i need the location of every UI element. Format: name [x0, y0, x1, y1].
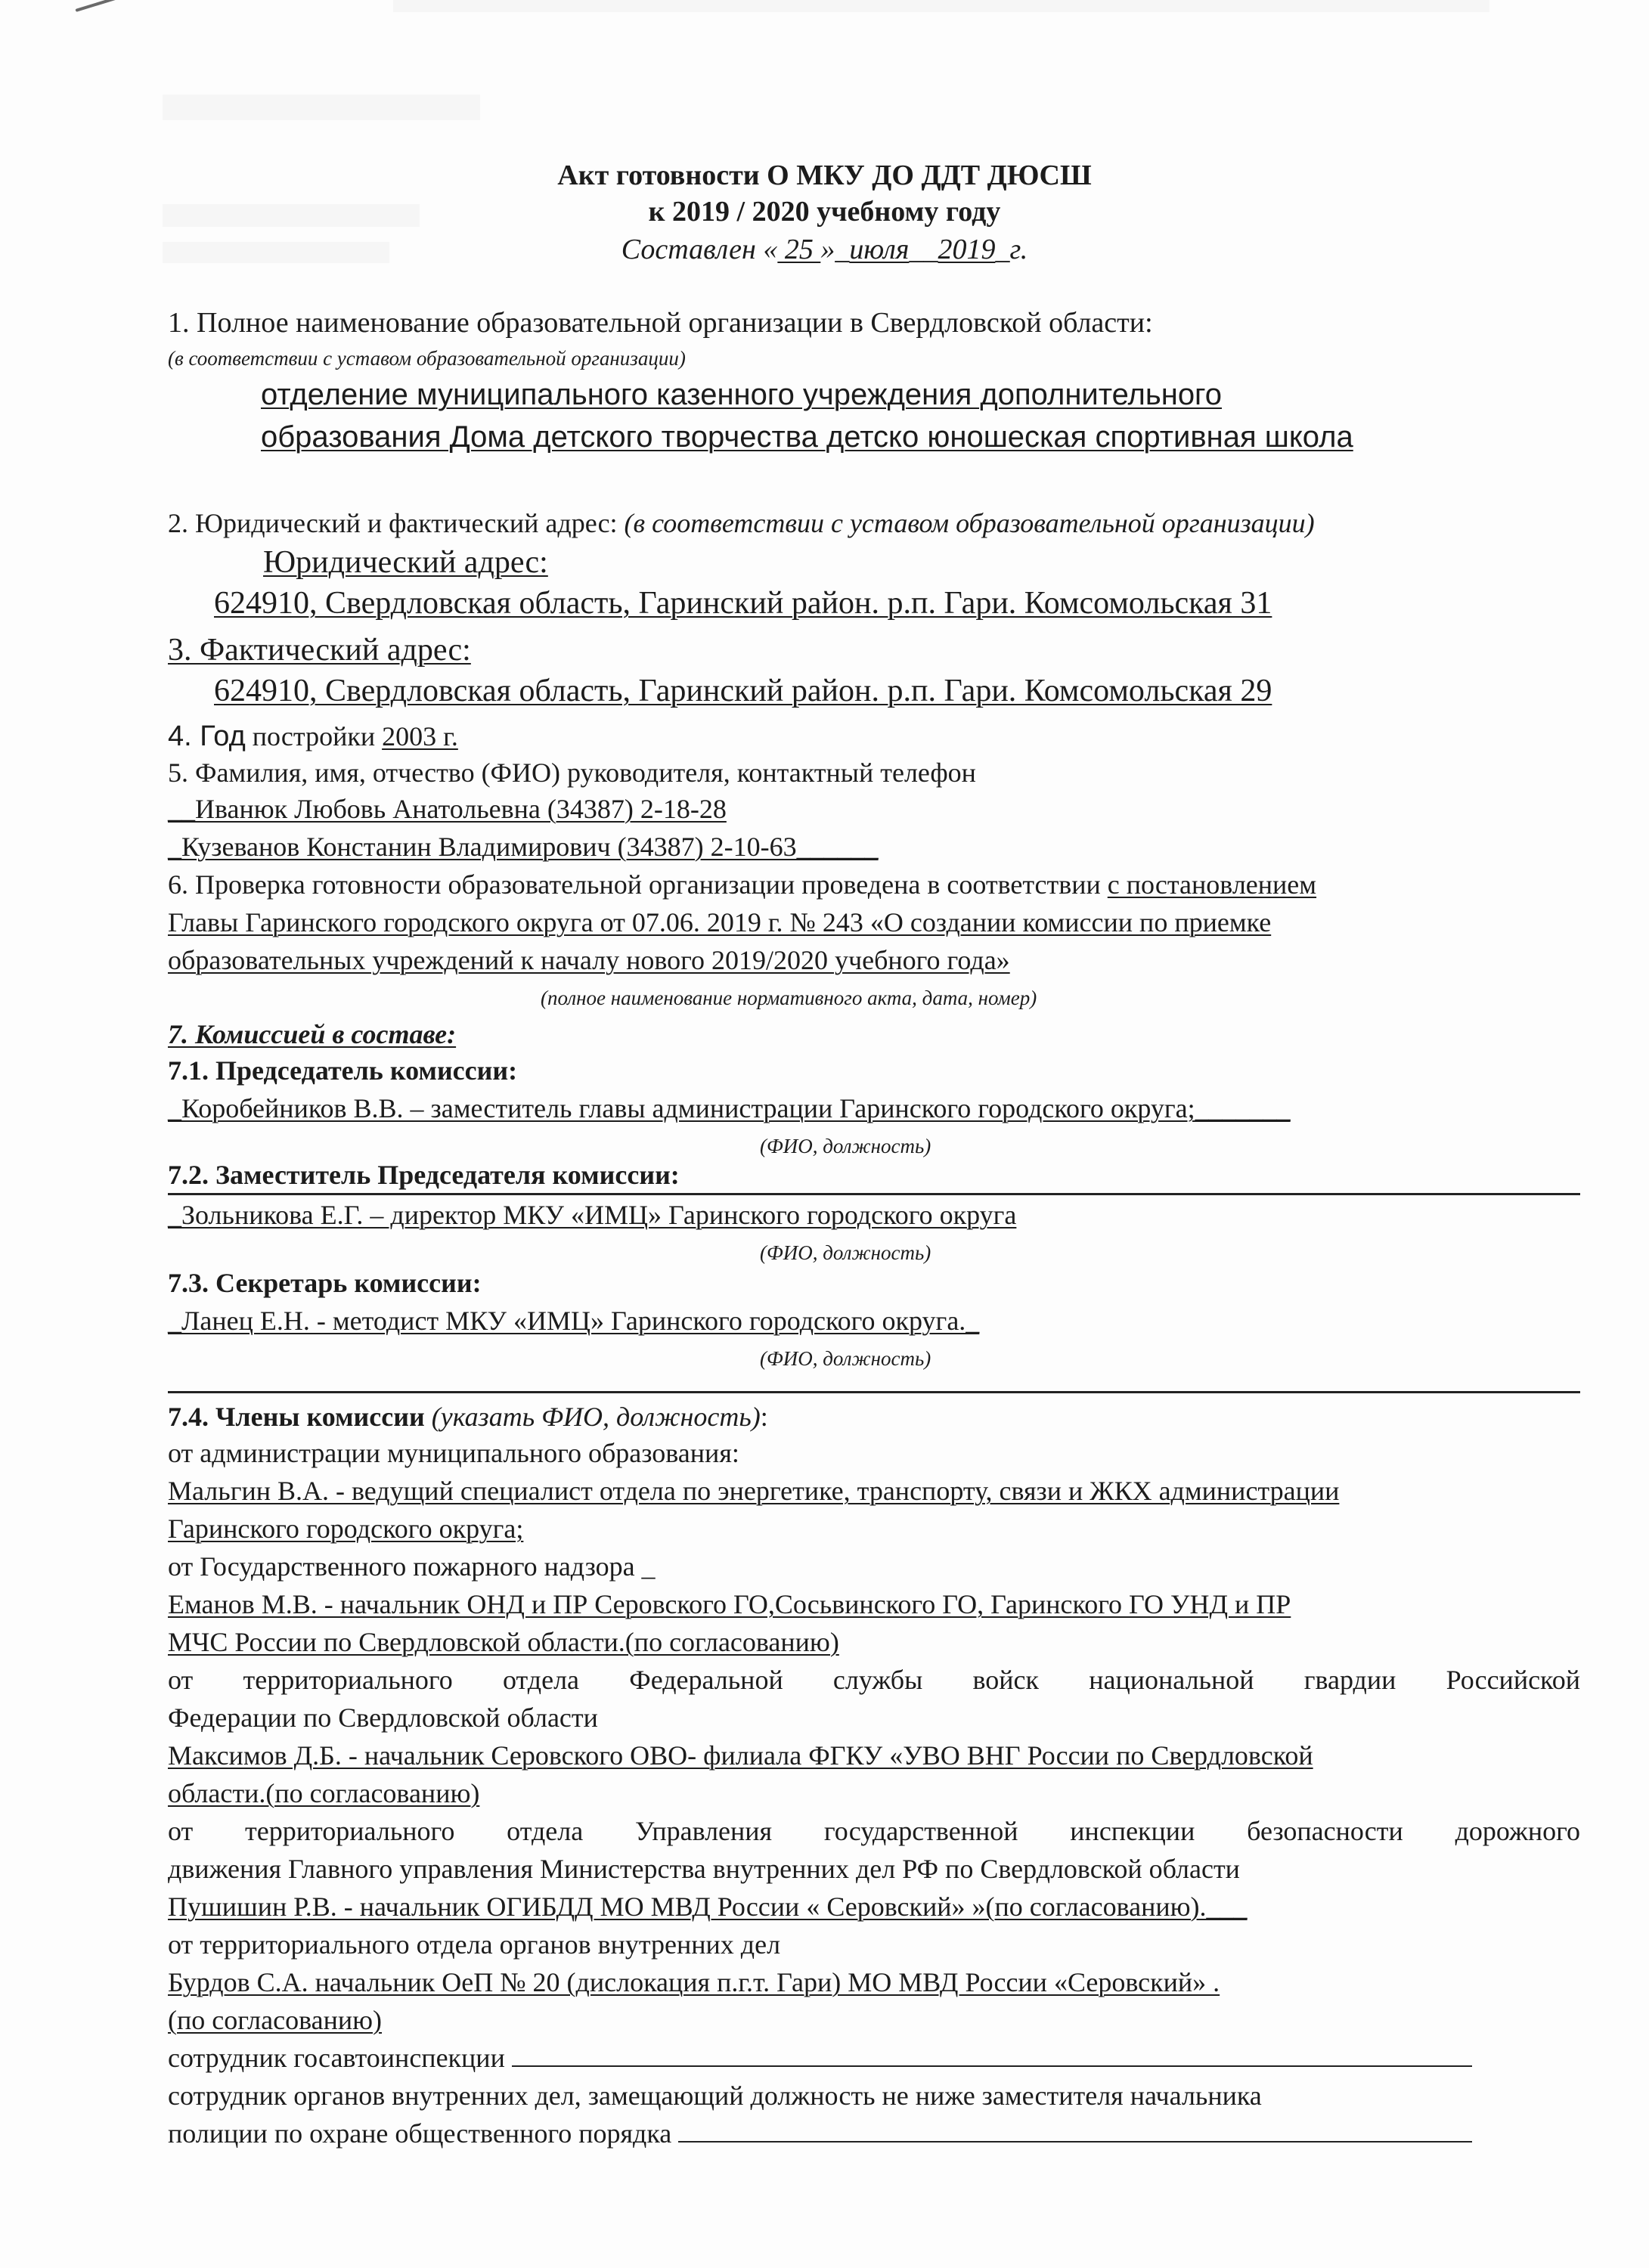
order-label-line1: сотрудник органов внутренних дел, замещающий должность не ниже заместителя начальника — [168, 2081, 1262, 2111]
s2-label-text: 2. Юридический и фактический адрес: — [168, 508, 625, 538]
chair-fio-note: (ФИО, должность) — [760, 1135, 931, 1157]
legal-address-label: Юридический адрес: — [263, 545, 548, 580]
guard-label-line2: Федерации по Свердловской области — [168, 1703, 598, 1733]
compiled-suffix: _г. — [995, 234, 1028, 265]
secretary-label: 7.3. Секретарь комиссии: — [168, 1268, 482, 1298]
document-subtitle: к 2019 / 2020 учебному году — [648, 196, 1001, 228]
members-label-text: 7.4. Члены комиссии — [168, 1402, 432, 1432]
document-title: Акт готовности О МКУ ДО ДДТ ДЮСШ — [557, 160, 1092, 191]
members-rule — [168, 1391, 1580, 1393]
gai-blank — [512, 2043, 1472, 2067]
gai-label: сотрудник госавтоинспекции — [168, 2043, 512, 2073]
members-colon: : — [760, 1402, 768, 1432]
deputy-label: 7.2. Заместитель Председателя комиссии: — [168, 1160, 680, 1190]
chair-value: _Коробейников В.В. – заместитель главы администрации Гаринского городского округа;_______ — [168, 1093, 1291, 1123]
fire-label: от Государственного пожарного надзора _ — [168, 1551, 656, 1582]
s4-label-rest: постройки — [245, 721, 383, 751]
s1-label: 1. Полное наименование образовательной организации в Свердловской области: — [168, 307, 1153, 339]
guard-member-line1: Максимов Д.Б. - начальник Серовского ОВО- филиала ФГКУ «УВО ВНГ России по Свердловской — [168, 1740, 1313, 1771]
s4-label-big: 4. Год — [168, 720, 246, 752]
members-note: (указать ФИО, должность) — [431, 1402, 761, 1432]
s6-line1 — [168, 868, 1316, 901]
admin-label: от администрации муниципального образования: — [168, 1438, 739, 1468]
org-name-line2: образования Дома детского творчества детско юношеская спортивная школа — [261, 420, 1353, 454]
compiled-sep: »_ — [820, 234, 850, 265]
compiled-date — [0, 233, 1649, 266]
compiled-gap: __ — [909, 234, 938, 265]
admin-member-line1: Мальгин В.А. - ведущий специалист отдела по энергетике, транспорту, связи и ЖКХ администрации — [168, 1476, 1340, 1506]
police-member-line2: (по согласованию) — [168, 2005, 383, 2035]
deputy-value: _Зольникова Е.Г. – директор МКУ «ИМЦ» Гаринского городского округа — [168, 1200, 1017, 1230]
secretary-fio-note: (ФИО, должность) — [760, 1347, 931, 1370]
fire-member-line1: Еманов М.В. - начальник ОНД и ПР Серовского ГО,Сосьвинского ГО, Гаринского ГО УНД и ПР — [168, 1589, 1291, 1619]
s6-line1-plain: 6. Проверка готовности образовательной организации проведена в соответствии — [168, 869, 1108, 900]
admin-member-line2: Гаринского городского округа; — [168, 1514, 524, 1544]
bleed-through-mark — [393, 0, 1489, 12]
chair-label: 7.1. Председатель комиссии: — [168, 1055, 518, 1086]
compiled-year: 2019 — [938, 234, 996, 265]
bleed-through-mark — [163, 94, 480, 120]
s2-label — [168, 507, 1315, 540]
fire-member-line2: МЧС России по Свердловской области.(по согласованию) — [168, 1627, 839, 1657]
s6-note: (полное наименование нормативного акта, дата, номер) — [541, 987, 1037, 1009]
actual-address-value: 624910, Свердловская область, Гаринский район. р.п. Гари. Комсомольская 29 — [214, 674, 1272, 708]
s7-title: 7. Комиссией в составе: — [168, 1019, 457, 1049]
traffic-member: Пушишин Р.В. - начальник ОГИБДД МО МВД России « Серовский» »(по согласованию).___ — [168, 1892, 1248, 1922]
s5-label: 5. Фамилия, имя, отчество (ФИО) руководителя, контактный телефон — [168, 758, 976, 788]
guard-label-line1: от территориального отдела Федеральной службы войск национальной гвардии Российской — [168, 1665, 1580, 1695]
s4-year — [168, 720, 458, 753]
head-person-2: _Кузеванов Констанин Владимирович (34387) 2-10-63______ — [168, 832, 879, 862]
traffic-label-line1: от территориального отдела Управления государственной инспекции безопасности дорожного — [168, 1816, 1580, 1846]
pen-stroke-mark — [75, 0, 161, 12]
secretary-value: _Ланец Е.Н. - методист МКУ «ИМЦ» Гаринского городского округа._ — [168, 1306, 980, 1336]
actual-address-label: 3. Фактический адрес: — [168, 633, 471, 668]
order-label-line2: полиции по охране общественного порядка — [168, 2118, 679, 2149]
deputy-rule — [168, 1193, 1580, 1195]
s2-note: (в соответствии с уставом образовательной организации) — [624, 508, 1315, 538]
s6-line3: образовательных учреждений к началу нового 2019/2020 учебного года» — [168, 945, 1010, 975]
s6-line2: Главы Гаринского городского округа от 07.06. 2019 г. № 243 «О создании комиссии по приемке — [168, 907, 1272, 937]
order-blank — [678, 2118, 1472, 2143]
compiled-day: 25 — [777, 234, 821, 265]
compiled-month: июля — [849, 234, 910, 265]
traffic-label-line2: движения Главного управления Министерства внутренних дел РФ по Свердловской области — [168, 1854, 1240, 1884]
gai-line — [168, 2041, 1472, 2074]
order-line — [168, 2117, 1472, 2150]
build-year-value: 2003 г. — [382, 721, 458, 751]
legal-address-value: 624910, Свердловская область, Гаринский район. р.п. Гари. Комсомольская 31 — [214, 586, 1272, 621]
s6-line1-underlined: с постановлением — [1107, 869, 1317, 900]
compiled-prefix: Составлен « — [621, 234, 778, 265]
guard-member-line2: области.(по согласованию) — [168, 1778, 480, 1808]
police-member-line1: Бурдов С.А. начальник ОеП № 20 (дислокация п.г.т. Гари) МО МВД России «Серовский» . — [168, 1967, 1220, 1997]
members-label — [168, 1400, 768, 1433]
org-name-line1: отделение муниципального казенного учреждения дополнительного — [261, 378, 1223, 411]
deputy-fio-note: (ФИО, должность) — [760, 1241, 931, 1264]
s1-note: (в соответствии с уставом образовательной организации) — [168, 347, 686, 370]
head-person-1: __Иванюк Любовь Анатольевна (34387) 2-18-28 — [168, 794, 727, 824]
police-label: от территориального отдела органов внутренних дел — [168, 1929, 781, 1960]
